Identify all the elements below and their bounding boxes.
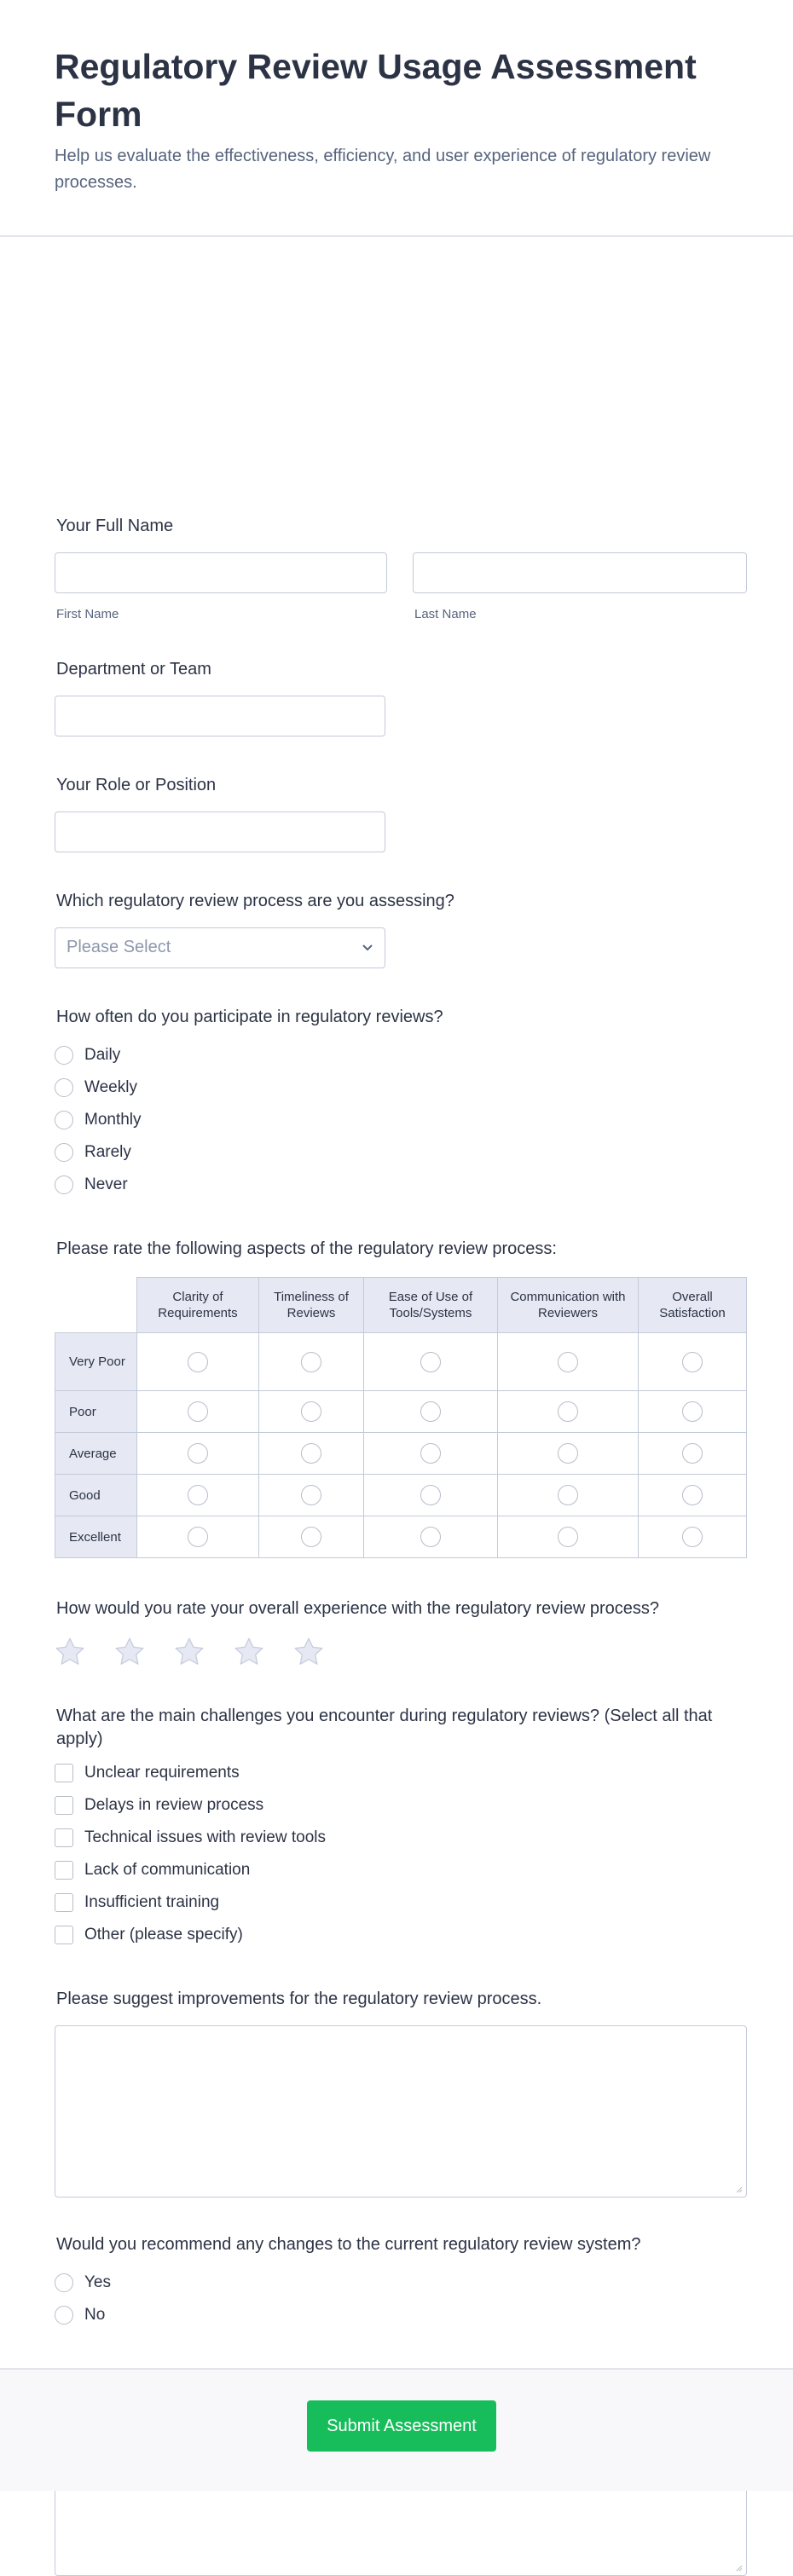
matrix-radio[interactable] <box>188 1443 208 1464</box>
checkbox-icon[interactable] <box>55 1764 73 1782</box>
matrix-radio[interactable] <box>558 1443 578 1464</box>
checkbox-icon[interactable] <box>55 1828 73 1847</box>
matrix-radio[interactable] <box>188 1401 208 1422</box>
radio-icon[interactable] <box>55 1175 73 1194</box>
radio-icon[interactable] <box>55 1046 73 1065</box>
matrix-col-header: Overall Satisfaction <box>639 1277 747 1333</box>
frequency-option-never[interactable]: Never <box>55 1173 128 1197</box>
recommend-option-yes[interactable]: Yes <box>55 2271 111 2295</box>
improvements-label: Please suggest improvements for the regulatory review process. <box>56 1990 542 2008</box>
matrix-radio[interactable] <box>188 1485 208 1505</box>
rating-matrix <box>55 1277 747 1558</box>
checkbox-icon[interactable] <box>55 1796 73 1815</box>
radio-icon[interactable] <box>55 2306 73 2325</box>
checkbox-icon[interactable] <box>55 1926 73 1944</box>
matrix-radio[interactable] <box>682 1352 703 1372</box>
challenges-label: What are the main challenges you encounter during regulatory reviews? (Select all that apply) <box>56 1707 713 1748</box>
radio-icon[interactable] <box>55 1111 73 1129</box>
overall-rating-label: How would you rate your overall experience with the regulatory review process? <box>56 1599 660 1618</box>
frequency-option-rarely[interactable]: Rarely <box>55 1141 131 1164</box>
form-title: Regulatory Review Usage Assessment Form <box>55 47 697 134</box>
process-select-value: Please Select <box>67 938 171 956</box>
matrix-row-header: Good <box>55 1475 137 1516</box>
matrix-radio[interactable] <box>682 1401 703 1422</box>
star-icon[interactable] <box>232 1635 266 1669</box>
matrix-row-header: Average <box>55 1433 137 1475</box>
department-input[interactable] <box>55 696 385 736</box>
matrix-radio[interactable] <box>188 1527 208 1547</box>
matrix-radio[interactable] <box>682 1527 703 1547</box>
improvements-textarea[interactable] <box>55 2025 747 2198</box>
matrix-radio[interactable] <box>420 1401 441 1422</box>
frequency-option-monthly[interactable]: Monthly <box>55 1108 142 1132</box>
department-label: Department or Team <box>56 660 211 679</box>
checkbox-icon[interactable] <box>55 1893 73 1912</box>
matrix-corner <box>55 1277 137 1333</box>
star-icon[interactable] <box>292 1635 326 1669</box>
matrix-radio[interactable] <box>558 1527 578 1547</box>
role-label: Your Role or Position <box>56 776 217 794</box>
form-footer <box>0 2368 793 2491</box>
matrix-row <box>55 1391 747 1433</box>
form-subtitle: Help us evaluate the effectiveness, efficiency, and user experience of regulatory review processes. <box>55 147 711 192</box>
matrix-radio[interactable] <box>558 1401 578 1422</box>
matrix-row-header: Very Poor <box>55 1333 137 1391</box>
chevron-down-icon <box>361 940 374 954</box>
star-icon[interactable] <box>53 1635 87 1669</box>
matrix-radio[interactable] <box>301 1443 321 1464</box>
matrix-row-header: Excellent <box>55 1516 137 1558</box>
matrix-radio[interactable] <box>682 1443 703 1464</box>
challenge-option-technical[interactable]: Technical issues with review tools <box>55 1826 326 1850</box>
matrix-row <box>55 1433 747 1475</box>
challenge-option-unclear[interactable]: Unclear requirements <box>55 1761 240 1785</box>
matrix-row <box>55 1516 747 1558</box>
matrix-radio[interactable] <box>558 1352 578 1372</box>
matrix-row <box>55 1475 747 1516</box>
matrix-radio[interactable] <box>420 1352 441 1372</box>
radio-icon[interactable] <box>55 1143 73 1162</box>
recommend-label: Would you recommend any changes to the current regulatory review system? <box>56 2235 641 2254</box>
challenge-option-delays[interactable]: Delays in review process <box>55 1793 263 1817</box>
matrix-radio[interactable] <box>420 1485 441 1505</box>
matrix-radio[interactable] <box>301 1401 321 1422</box>
matrix-radio[interactable] <box>558 1485 578 1505</box>
form-header <box>0 0 793 237</box>
last-name-sublabel: Last Name <box>414 607 477 621</box>
star-rating <box>53 1635 326 1669</box>
matrix-col-header: Communication with Reviewers <box>498 1277 639 1333</box>
first-name-sublabel: First Name <box>56 607 119 621</box>
star-icon[interactable] <box>172 1635 206 1669</box>
matrix-col-header: Timeliness of Reviews <box>259 1277 364 1333</box>
matrix-col-header: Clarity of Requirements <box>137 1277 259 1333</box>
frequency-option-daily[interactable]: Daily <box>55 1043 120 1067</box>
process-select[interactable] <box>55 927 385 968</box>
matrix-row-header: Poor <box>55 1391 137 1433</box>
star-icon[interactable] <box>113 1635 147 1669</box>
role-input[interactable] <box>55 811 385 852</box>
checkbox-icon[interactable] <box>55 1861 73 1880</box>
matrix-radio[interactable] <box>188 1352 208 1372</box>
recommend-option-no[interactable]: No <box>55 2303 105 2327</box>
matrix-radio[interactable] <box>420 1527 441 1547</box>
matrix-radio[interactable] <box>301 1485 321 1505</box>
radio-icon[interactable] <box>55 1078 73 1097</box>
matrix-radio[interactable] <box>420 1443 441 1464</box>
frequency-option-weekly[interactable]: Weekly <box>55 1076 137 1100</box>
first-name-input[interactable] <box>55 552 387 593</box>
challenge-option-other[interactable]: Other (please specify) <box>55 1923 243 1947</box>
frequency-label: How often do you participate in regulatory reviews? <box>56 1008 443 1026</box>
resize-grip-icon[interactable] <box>734 2185 743 2193</box>
matrix-radio[interactable] <box>301 1527 321 1547</box>
rating-matrix-label: Please rate the following aspects of the regulatory review process: <box>56 1239 557 1258</box>
radio-icon[interactable] <box>55 2273 73 2292</box>
matrix-radio[interactable] <box>301 1352 321 1372</box>
matrix-col-header: Ease of Use of Tools/Systems <box>364 1277 498 1333</box>
process-label: Which regulatory review process are you assessing? <box>56 892 454 910</box>
last-name-input[interactable] <box>413 552 747 593</box>
matrix-radio[interactable] <box>682 1485 703 1505</box>
challenge-option-communication[interactable]: Lack of communication <box>55 1858 250 1882</box>
challenge-option-training[interactable]: Insufficient training <box>55 1891 219 1915</box>
matrix-row <box>55 1333 747 1391</box>
resize-grip-icon[interactable] <box>734 2563 743 2572</box>
full-name-label: Your Full Name <box>56 517 174 535</box>
submit-button[interactable]: Submit Assessment <box>307 2400 496 2452</box>
